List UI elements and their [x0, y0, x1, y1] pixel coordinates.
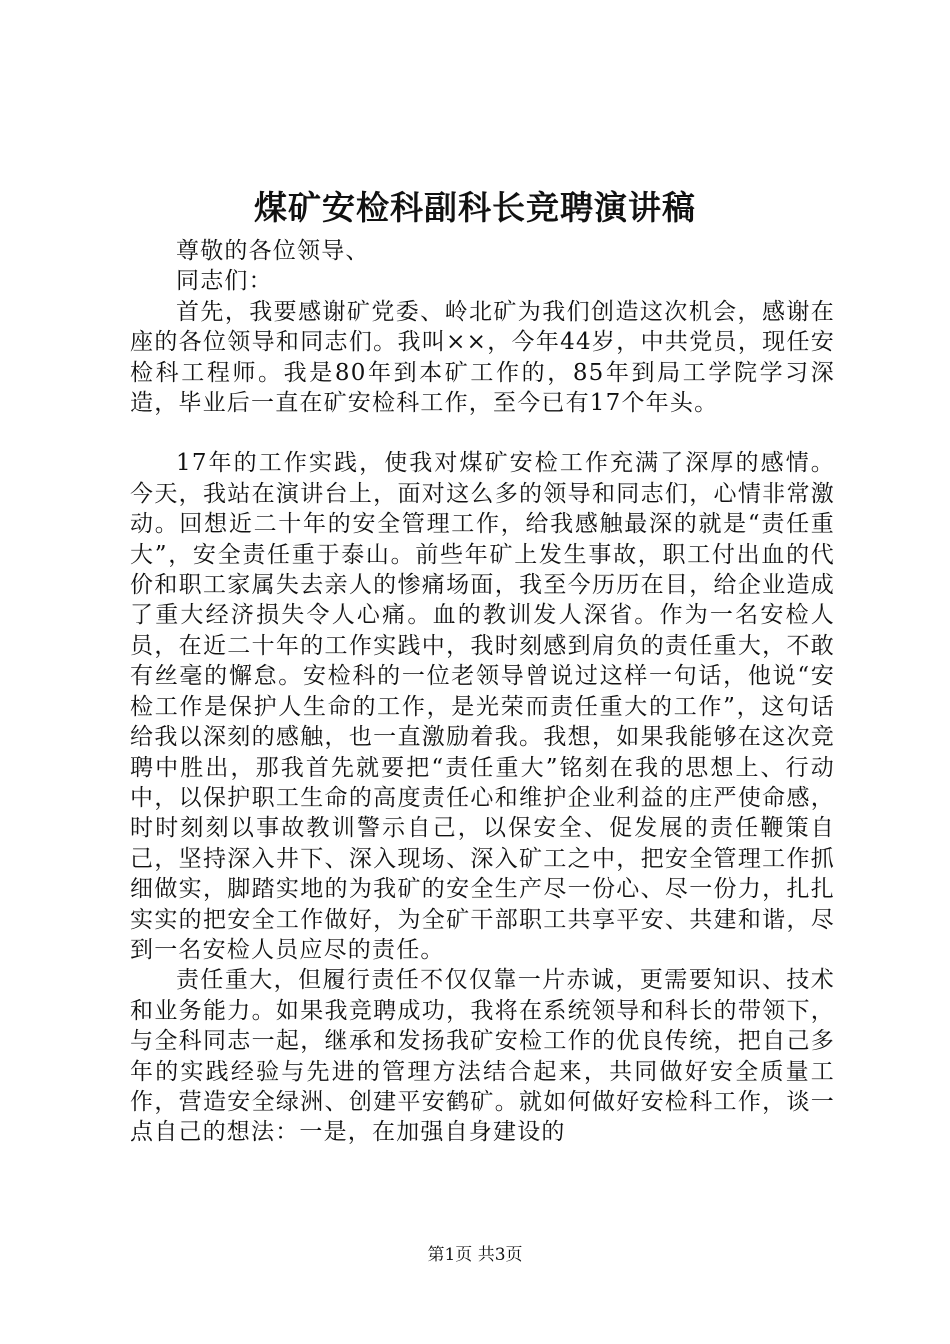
paragraph-responsibility: 17年的工作实践，使我对煤矿安检工作充满了深厚的感情。今天，我站在演讲台上，面对这么多的领导和同志们，心情非常激动。回想近二十年的安全管理工作，给我感触最深的就是“责任重大”，安全责任重于泰山。前些年矿上发生事故，职工付出血的代价和职工家属失去亲人的惨痛场面，我至今历历在目，给企业造成了重大经济损失令人心痛。血的教训发人深省。作为一名安检人员，在近二十年的工作实践中，我时刻感到肩负的责任重大，不敢有丝毫的懈怠。安检科的一位老领导曾说过这样一句话，他说“安检工作是保护人生命的工作，是光荣而责任重大的工作”，这句话给我以深刻的感触，也一直激励着我。我想，如果我能够在这次竞聘中胜出，那我首先就要把“责任重大”铭刻在我的思想上、行动中，以保护职工生命的高度责任心和维护企业利益的庄严使命感，时时刻刻以事故教训警示自己，以保安全、促发展的责任鞭策自己，坚持深入井下、深入现场、深入矿工之中，把安全管理工作抓细做实，脚踏实地的为我矿的安全生产尽一份心、尽一份力，扎扎实实的把安全工作做好，为全矿干部职工共享平安、共建和谐，尽到一名安检人员应尽的责任。 [130, 450, 835, 963]
page-number-footer: 第1页 共3页 [427, 1245, 523, 1265]
salutation-line-2: 同志们： [176, 268, 273, 295]
paragraph-plans: 责任重大，但履行责任不仅仅靠一片赤诚，更需要知识、技术和业务能力。如果我竞聘成功，我将在系统领导和科长的带领下，与全科同志一起，继承和发扬我矿安检工作的优良传统，把自己多年的实践经验与先进的管理方法结合起来，共同做好安全质量工作，营造安全绿洲、创建平安鹤矿。就如何做好安检科工作，谈一点自己的想法：一是，在加强自身建设的 [130, 967, 835, 1146]
paragraph-intro: 首先，我要感谢矿党委、岭北矿为我们创造这次机会，感谢在座的各位领导和同志们。我叫××，今年44岁，中共党员，现任安检科工程师。我是80年到本矿工作的，85年到局工学院学习深造，毕业后一直在矿安检科工作，至今已有17个年头。 [130, 298, 835, 417]
document-title: 煤矿安检科副科长竞聘演讲稿 [254, 188, 696, 227]
salutation-line-1: 尊敬的各位领导、 [176, 238, 370, 264]
document-body [130, 236, 835, 1148]
